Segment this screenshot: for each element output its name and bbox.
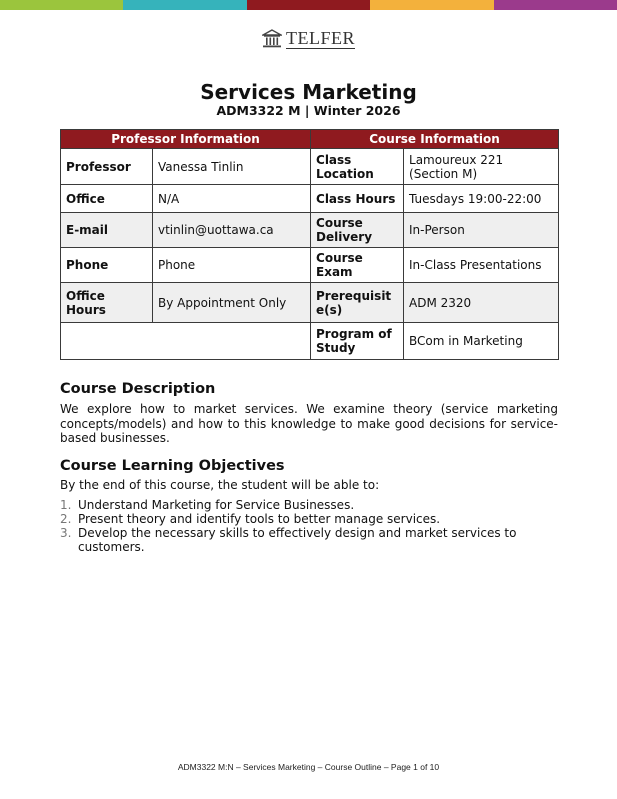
stripe-purple [494, 0, 617, 10]
table-row [61, 323, 559, 360]
table-row [61, 149, 559, 185]
professor-label: Professor [61, 149, 153, 185]
professor-value: Vanessa Tinlin [153, 149, 311, 185]
stripe-yellow [370, 0, 493, 10]
class-hours-value: Tuesdays 19:00-22:00 [404, 185, 559, 213]
class-location-label: Class Location [311, 149, 404, 185]
course-description-heading: Course Description [60, 381, 216, 397]
empty-cell [61, 323, 311, 360]
brand-color-stripe [0, 0, 617, 10]
logo-text: TELFER [286, 28, 355, 48]
course-delivery-label: Course Delivery [311, 213, 404, 248]
table-row [61, 213, 559, 248]
email-label: E-mail [61, 213, 153, 248]
objective-text: Understand Marketing for Service Businesses. [78, 498, 355, 512]
table-row [61, 283, 559, 323]
course-exam-value: In-Class Presentations [404, 248, 559, 283]
course-delivery-value: In-Person [404, 213, 559, 248]
phone-label: Phone [61, 248, 153, 283]
course-info-table [60, 129, 559, 360]
building-icon [262, 29, 282, 49]
objectives-intro: By the end of this course, the student will be able to: [60, 478, 380, 492]
office-value: N/A [153, 185, 311, 213]
phone-value: Phone [153, 248, 311, 283]
table-row [61, 248, 559, 283]
learning-objectives-heading: Course Learning Objectives [60, 458, 285, 474]
objective-text: Develop the necessary skills to effectively design and market services to customers. [78, 526, 517, 554]
table-header-row [61, 130, 559, 149]
course-title: Services Marketing [200, 80, 417, 104]
office-hours-value: By Appointment Only [153, 283, 311, 323]
list-number: 3. [60, 526, 72, 540]
page-footer: ADM3322 M:N – Services Marketing – Course Outline – Page 1 of 10 [177, 762, 440, 772]
email-value: vtinlin@uottawa.ca [153, 213, 311, 248]
office-hours-label: Office Hours [61, 283, 153, 323]
list-number: 2. [60, 512, 72, 526]
list-item [60, 498, 540, 512]
office-label: Office [61, 185, 153, 213]
stripe-teal [123, 0, 246, 10]
prerequisites-value: ADM 2320 [404, 283, 559, 323]
stripe-red [247, 0, 370, 10]
course-subtitle: ADM3322 M | Winter 2026 [216, 103, 401, 118]
stripe-green [0, 0, 123, 10]
list-item [60, 526, 540, 554]
course-exam-label: Course Exam [311, 248, 404, 283]
objectives-list [60, 498, 540, 554]
table-row [61, 185, 559, 213]
course-description-text: We explore how to market services. We examine theory (service marketing concepts/models) and how to this knowledge to make good decisions for service-based businesses. [60, 402, 558, 445]
class-location-value: Lamoureux 221 (Section M) [404, 149, 559, 185]
program-of-study-value: BCom in Marketing [404, 323, 559, 360]
list-number: 1. [60, 498, 72, 512]
list-item [60, 512, 540, 526]
program-of-study-label: Program of Study [311, 323, 404, 360]
prerequisites-label: Prerequisit e(s) [311, 283, 404, 323]
class-hours-label: Class Hours [311, 185, 404, 213]
objective-text: Present theory and identify tools to better manage services. [78, 512, 441, 526]
telfer-logo [262, 28, 355, 50]
professor-info-header: Professor Information [61, 130, 311, 149]
course-info-header: Course Information [311, 130, 559, 149]
